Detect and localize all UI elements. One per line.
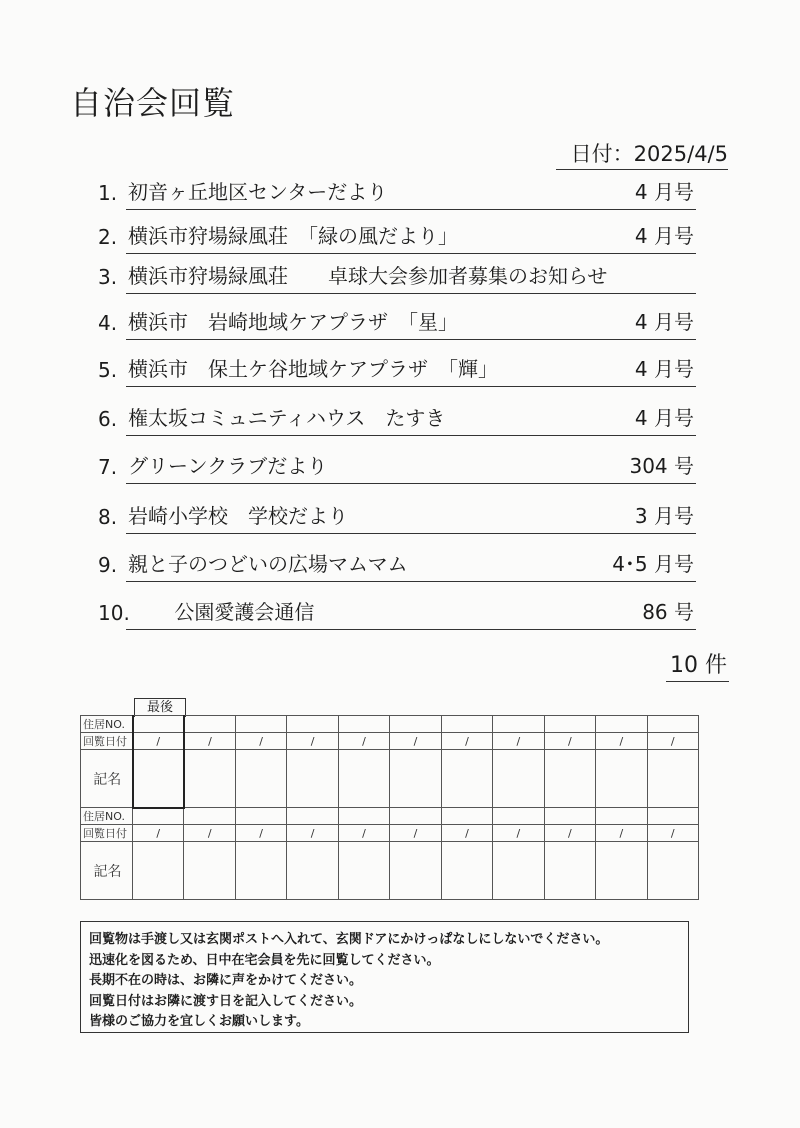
note-line: 回覧日付はお隣に渡す日を記入してください。 (89, 993, 363, 1009)
house-number-cell[interactable] (338, 808, 389, 825)
signature-cell[interactable] (544, 842, 595, 900)
item-issue: 4 月号 (634, 406, 694, 430)
signature-cell[interactable] (133, 842, 184, 900)
signature-cell[interactable] (441, 750, 492, 808)
signature-cell[interactable] (493, 842, 544, 900)
circulation-row-date (81, 825, 699, 842)
circulation-row-house (81, 808, 699, 825)
circulation-date: 日付：2025/4/5 (556, 138, 728, 170)
house-number-cell[interactable] (441, 716, 492, 733)
signature-cell[interactable] (647, 750, 698, 808)
item-name: グリーンクラブだより (128, 454, 328, 478)
signature-cell[interactable] (235, 750, 286, 808)
list-item (98, 598, 696, 630)
page-title: 自治会回覧 (70, 84, 236, 122)
signature-cell[interactable] (338, 842, 389, 900)
item-number: 6. (98, 407, 118, 431)
row-label-house: 住居NO. (81, 808, 133, 825)
item-line (126, 263, 696, 294)
item-line (126, 453, 696, 484)
house-number-cell[interactable] (287, 808, 338, 825)
item-name: 初音ヶ丘地区センターだより (128, 180, 388, 204)
row-label-sign: 記名 (81, 842, 133, 900)
date-cell[interactable]: / (390, 825, 441, 842)
item-name: 横浜市 保土ケ谷地域ケアプラザ 「輝」 (128, 357, 498, 381)
item-number: 3. (98, 265, 118, 289)
item-name: 横浜市狩場緑風荘 卓球大会参加者募集のお知らせ (128, 264, 608, 288)
house-number-cell[interactable] (596, 808, 647, 825)
item-number: 2. (98, 225, 118, 249)
date-cell[interactable]: / (184, 733, 235, 750)
date-cell[interactable]: / (544, 733, 595, 750)
item-name: 権太坂コミュニティハウス たすき (128, 406, 446, 430)
item-name: 公園愛護会通信 (128, 600, 315, 624)
circulation-row-date (81, 733, 699, 750)
house-number-cell[interactable] (235, 716, 286, 733)
item-line (126, 599, 696, 630)
date-cell[interactable]: / (133, 733, 184, 750)
signature-cell[interactable] (390, 842, 441, 900)
date-cell[interactable]: / (235, 733, 286, 750)
item-line (126, 503, 696, 534)
row-label-house: 住居NO. (81, 716, 133, 733)
item-number: 5. (98, 358, 118, 382)
signature-cell[interactable] (287, 842, 338, 900)
circulation-row-sign (81, 750, 699, 808)
item-name: 横浜市狩場緑風荘 「緑の風だより」 (128, 224, 458, 248)
item-issue: 304 号 (629, 454, 694, 478)
item-issue: 4 月号 (634, 357, 694, 381)
item-name: 岩崎小学校 学校だより (128, 504, 348, 528)
circulation-row-house (81, 716, 699, 733)
signature-cell[interactable] (287, 750, 338, 808)
house-number-cell[interactable] (544, 808, 595, 825)
house-number-cell[interactable] (390, 716, 441, 733)
house-number-cell[interactable] (441, 808, 492, 825)
signature-cell[interactable] (235, 842, 286, 900)
house-number-cell[interactable] (338, 716, 389, 733)
note-line: 皆様のご協力を宜しくお願いします。 (89, 1014, 309, 1029)
house-number-cell[interactable] (235, 808, 286, 825)
signature-cell[interactable] (441, 842, 492, 900)
date-cell[interactable]: / (596, 733, 647, 750)
item-number: 4. (98, 311, 118, 335)
house-number-cell[interactable] (287, 716, 338, 733)
item-line (126, 551, 696, 582)
list-item (98, 550, 696, 582)
note-line: 長期不在の時は、お隣に声をかけてください。 (89, 973, 363, 988)
item-number: 9. (98, 553, 118, 577)
item-name: 親と子のつどいの広場マムマム (128, 552, 408, 576)
house-number-cell[interactable] (647, 808, 698, 825)
list-item (98, 404, 696, 436)
row-label-sign: 記名 (81, 750, 133, 808)
date-cell[interactable]: / (338, 825, 389, 842)
list-item (98, 262, 696, 294)
item-number: 1. (98, 181, 118, 205)
item-number: 10. (98, 601, 130, 625)
date-cell[interactable]: / (544, 825, 595, 842)
date-cell[interactable]: / (493, 733, 544, 750)
house-number-cell[interactable] (596, 716, 647, 733)
date-cell[interactable]: / (647, 825, 698, 842)
item-number: 7. (98, 455, 118, 479)
house-number-cell[interactable] (647, 716, 698, 733)
list-item (98, 178, 696, 210)
list-item (98, 308, 696, 340)
circulation-row-sign (81, 842, 699, 900)
house-number-cell[interactable] (133, 716, 184, 733)
list-item (98, 452, 696, 484)
signature-cell[interactable] (596, 842, 647, 900)
notes-box (80, 921, 689, 1033)
date-cell[interactable]: / (441, 825, 492, 842)
item-issue: 4 月号 (634, 224, 694, 248)
date-cell[interactable]: / (441, 733, 492, 750)
date-cell[interactable]: / (390, 733, 441, 750)
date-cell[interactable]: / (493, 825, 544, 842)
list-item (98, 222, 696, 254)
date-cell[interactable]: / (287, 825, 338, 842)
item-name: 横浜市 岩崎地域ケアプラザ 「星」 (128, 310, 458, 334)
list-item (98, 355, 696, 387)
date-cell[interactable]: / (647, 733, 698, 750)
house-number-cell[interactable] (493, 716, 544, 733)
signature-cell[interactable] (390, 750, 441, 808)
house-number-cell[interactable] (390, 808, 441, 825)
house-number-cell[interactable] (184, 716, 235, 733)
date-cell[interactable]: / (287, 733, 338, 750)
item-issue: 4･5 月号 (612, 552, 694, 576)
signature-cell[interactable] (184, 842, 235, 900)
note-line: 回覧物は手渡し又は玄関ポストへ入れて、玄関ドアにかけっぱなしにしないでください。 (89, 932, 609, 947)
house-number-cell[interactable] (544, 716, 595, 733)
house-number-cell[interactable] (184, 808, 235, 825)
signature-cell[interactable] (647, 842, 698, 900)
item-line (126, 179, 696, 210)
item-issue: 3 月号 (634, 504, 694, 528)
house-number-cell[interactable] (133, 808, 184, 825)
date-cell[interactable]: / (596, 825, 647, 842)
signature-cell[interactable] (133, 750, 184, 808)
last-recipient-label: 最後 (134, 698, 186, 717)
item-issue: 4 月号 (634, 310, 694, 334)
signature-cell[interactable] (544, 750, 595, 808)
date-cell[interactable]: / (338, 733, 389, 750)
row-label-date: 回覧日付 (81, 825, 133, 842)
signature-cell[interactable] (184, 750, 235, 808)
note-line: 迅速化を図るため、日中在宅会員を先に回覧してください。 (89, 952, 440, 968)
item-line (126, 309, 696, 340)
signature-cell[interactable] (596, 750, 647, 808)
circulation-table (80, 715, 699, 890)
item-issue: 86 号 (642, 600, 694, 624)
item-issue: 4 月号 (634, 180, 694, 204)
item-line (126, 356, 696, 387)
item-count: 10 件 (666, 648, 729, 682)
date-cell[interactable]: / (235, 825, 286, 842)
signature-cell[interactable] (338, 750, 389, 808)
signature-cell[interactable] (493, 750, 544, 808)
item-line (126, 405, 696, 436)
list-item (98, 502, 696, 534)
date-cell[interactable]: / (133, 825, 184, 842)
item-line (126, 223, 696, 254)
row-label-date: 回覧日付 (81, 733, 133, 750)
date-cell[interactable]: / (184, 825, 235, 842)
item-number: 8. (98, 505, 118, 529)
house-number-cell[interactable] (493, 808, 544, 825)
